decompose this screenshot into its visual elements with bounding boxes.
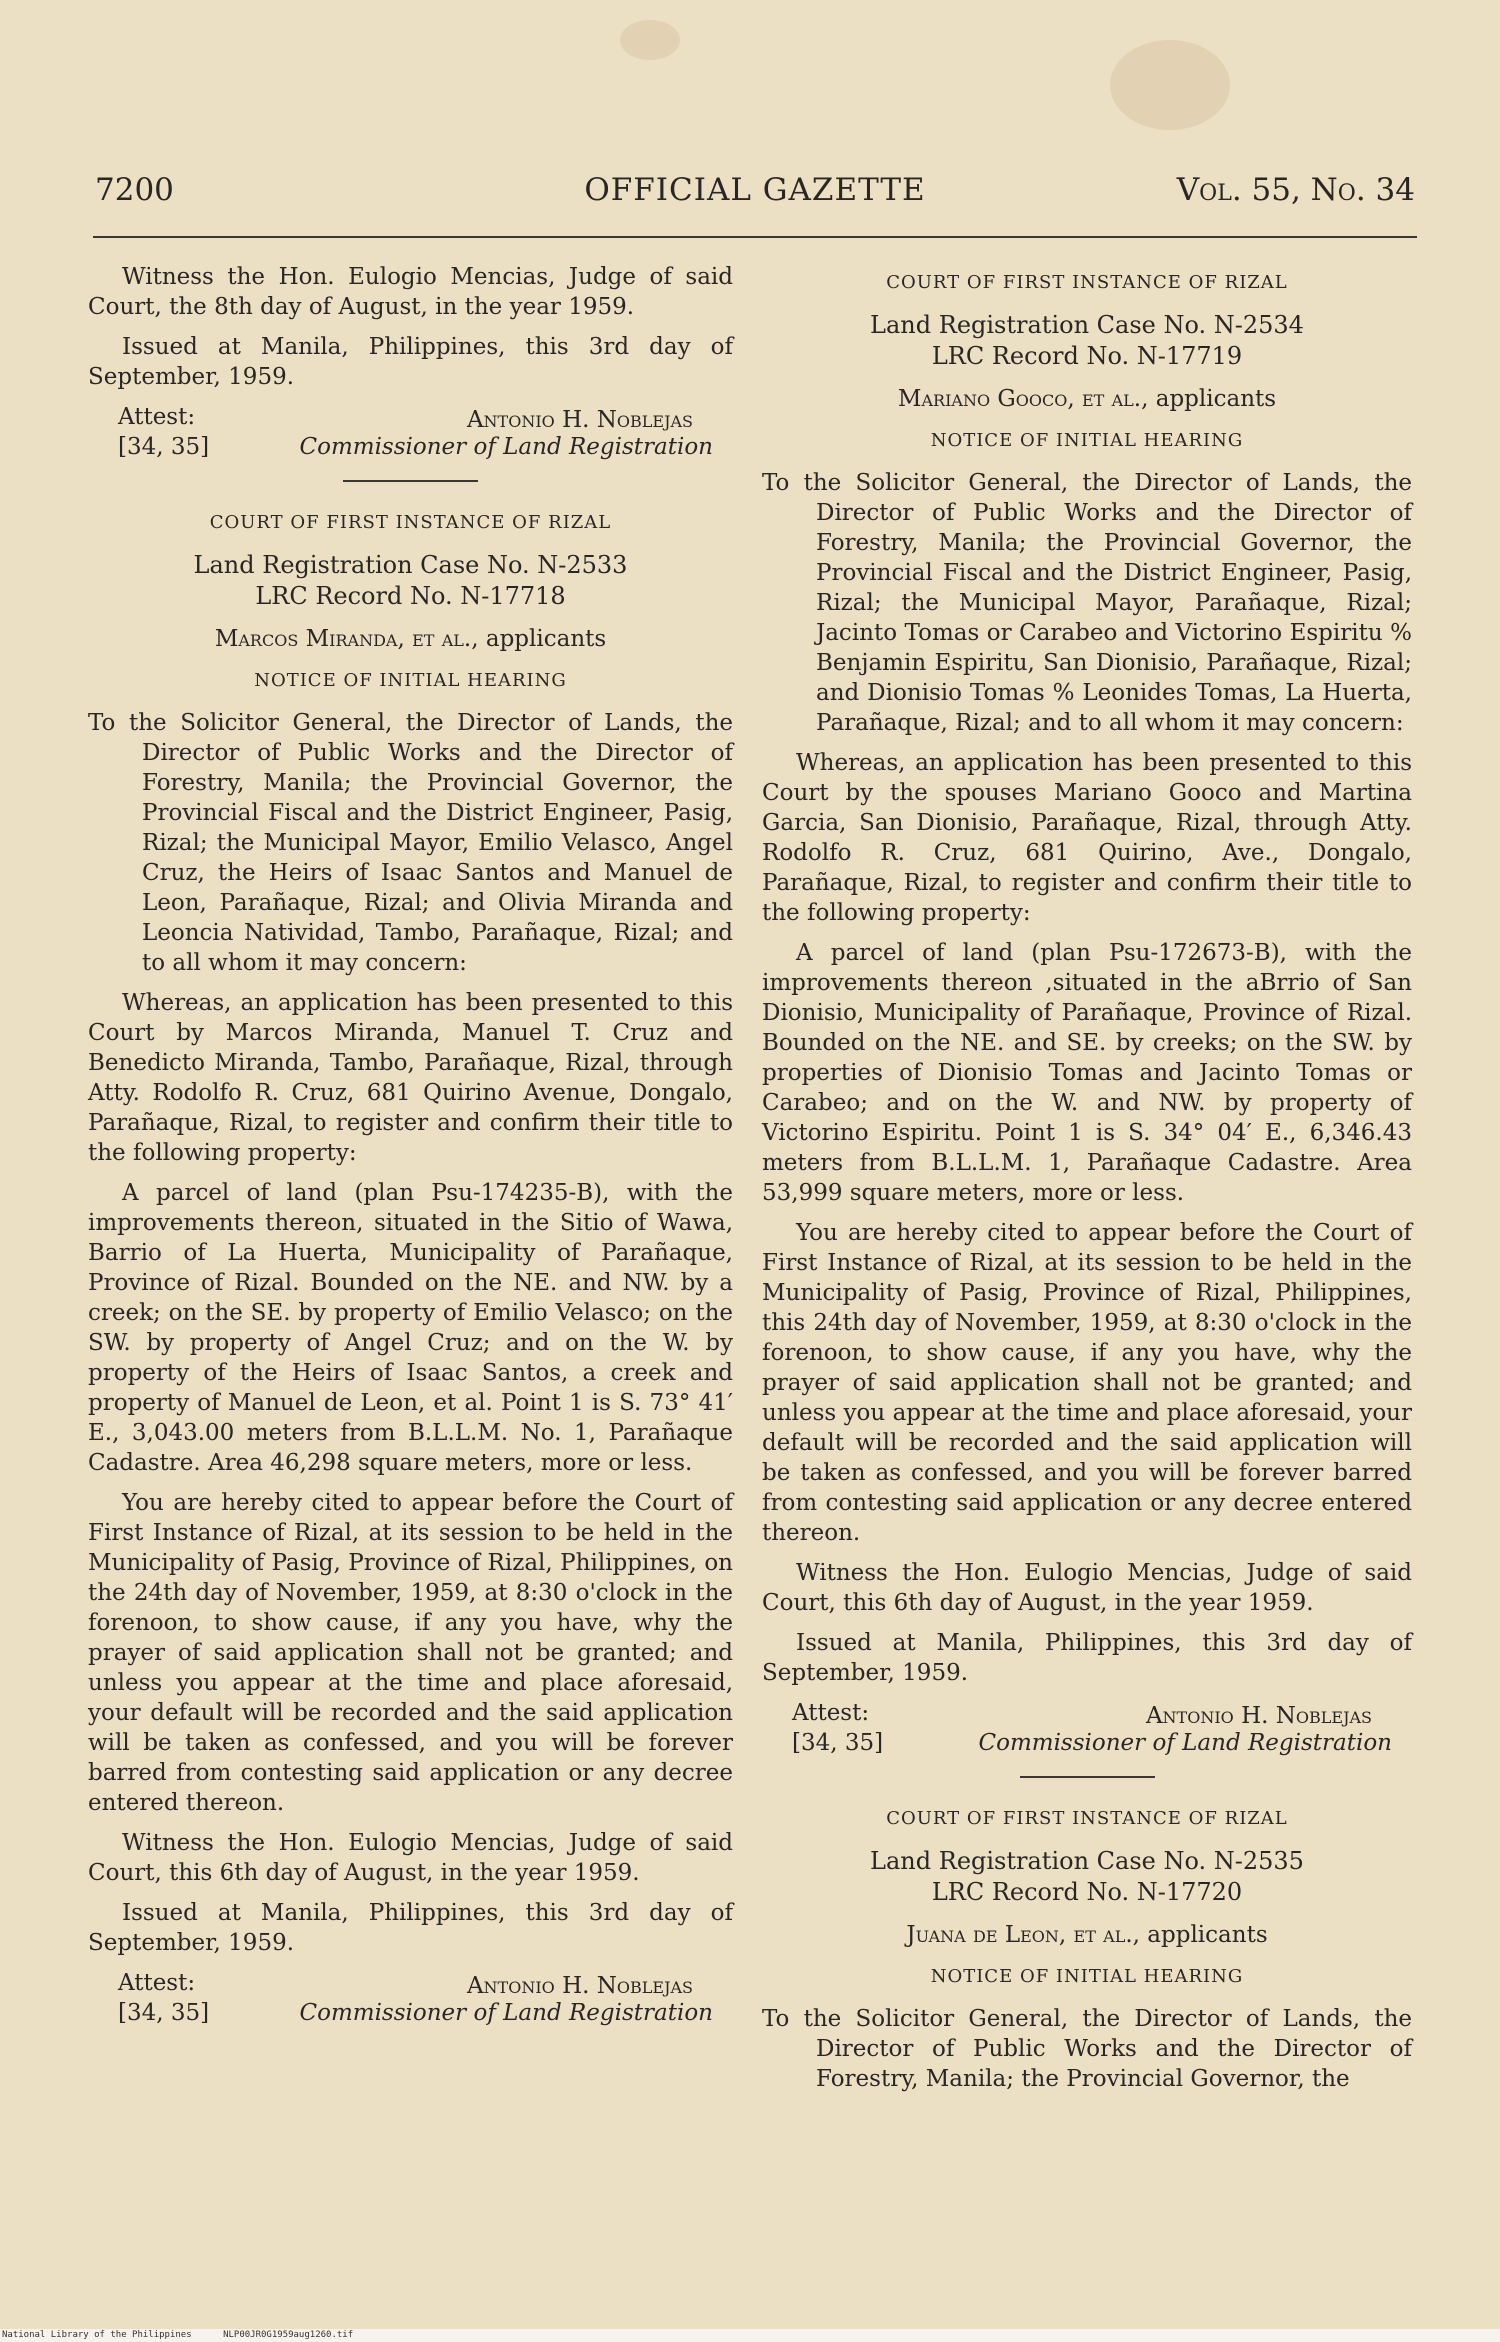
court-heading: COURT OF FIRST INSTANCE OF RIZAL	[209, 512, 612, 533]
applicant-name: Marcos Miranda, et al.,	[214, 626, 479, 652]
applicants-line	[88, 624, 733, 654]
addressees-paragraph: To the Solicitor General, the Director of Lands, the Director of Public Works and the Director of Forestry, Manila; the Provincial Governor, the Provincial Fiscal and the District Engineer, Pasig, Rizal; the Municipal Mayor, Parañaque, Rizal; Jacinto Tomas or Carabeo and Victorino Espiritu % Benjamin Espiritu, San Dionisio, Parañaque, Rizal; and Dionisio Tomas % Leonides Tomas, La Huerta, Parañaque, Rizal; and to all whom it may concern:	[762, 470, 1412, 736]
library-credit: National Library of the Philippines	[2, 2330, 192, 2340]
section-divider	[1020, 1776, 1155, 1778]
attest-name: Antonio H. Noblejas	[466, 1973, 693, 1999]
whereas-paragraph: Whereas, an application has been presented to this Court by the spouses Mariano Gooco and Martina Garcia, San Dionisio, Parañaque, Rizal, through Atty. Rodolfo R. Cruz, 681 Quirino, Ave., Dongalo, Parañaque, Rizal, to register and confirm their title to the following property:	[762, 750, 1412, 926]
section-divider	[343, 480, 478, 482]
attest-name: Antonio H. Noblejas	[466, 407, 693, 433]
case-line: Land Registration Case No. N-2533	[193, 551, 628, 579]
file-name: NLP00JR0G1959aug1260.tif	[223, 2330, 354, 2340]
attest-block	[88, 1968, 733, 2032]
witness-paragraph: Witness the Hon. Eulogio Mencias, Judge of said Court, this 6th day of August, in the year 1959.	[88, 1830, 733, 1886]
paper-stain	[620, 20, 680, 60]
attest-name: Antonio H. Noblejas	[1145, 1703, 1372, 1729]
parcel-paragraph: A parcel of land (plan Psu-172673-B), with the improvements thereon ,situated in the aBrrio of San Dionisio, Municipality of Parañaque, Province of Rizal. Bounded on the NE. and SE. by creeks; on the SW. by properties of Dionisio Tomas and Jacinto Tomas or Carabeo; and on the W. and NW. by property of Victorino Espiritu. Point 1 is S. 34° 04′ E., 6,346.43 meters from B.L.L.M. 1, Parañaque Cadastre. Area 53,999 square meters, more or less.	[762, 940, 1412, 1206]
attest-title: Commissioner of Land Registration	[978, 1730, 1392, 1756]
notice-title: NOTICE OF INITIAL HEARING	[930, 1966, 1244, 1987]
parcel-paragraph: A parcel of land (plan Psu-174235-B), with the improvements thereon, situated in the Sitio of Wawa, Barrio of La Huerta, Municipality of Parañaque, Province of Rizal. Bounded on the NE. and NW. by a creek; on the SE. by property of Emilio Velasco; on the SW. by property of Angel Cruz; and on the W. by property of the Heirs of Isaac Santos, a creek and property of Manuel de Leon, et al. Point 1 is S. 73° 41′ E., 3,043.00 meters from B.L.L.M. No. 1, Parañaque Cadastre. Area 46,298 square meters, more or less.	[88, 1180, 733, 1476]
attest-reference: [34, 35]	[792, 1730, 884, 1756]
case-number	[762, 310, 1412, 372]
case-line: Land Registration Case No. N-2535	[870, 1847, 1304, 1875]
citation-paragraph: You are hereby cited to appear before the Court of First Instance of Rizal, at its session to be held in the Municipality of Pasig, Province of Rizal, Philippines, this 24th day of November, 1959, at 8:30 o'clock in the forenoon, to show cause, if any you have, why the prayer of said application shall not be granted; and unless you appear at the time and place aforesaid, your default will be recorded and the said application will be taken as confessed, and you will be forever barred from contesting said application or any decree entered thereon.	[762, 1220, 1412, 1546]
left-column	[88, 262, 733, 2038]
whereas-paragraph: Whereas, an application has been presented to this Court by Marcos Miranda, Manuel T. Cruz and Benedicto Miranda, Tambo, Parañaque, Rizal, through Atty. Rodolfo R. Cruz, 681 Quirino Avenue, Dongalo, Parañaque, Rizal, to register and confirm their title to the following property:	[88, 990, 733, 1166]
attest-reference: [34, 35]	[118, 2000, 210, 2026]
applicant-name: Juana de Leon, et al.,	[906, 1922, 1140, 1948]
issued-paragraph: Issued at Manila, Philippines, this 3rd day of September, 1959.	[88, 1900, 733, 1956]
volume-number: Vol. 55, No. 34	[1176, 172, 1415, 208]
right-column	[762, 262, 1412, 2104]
attest-label: Attest:	[118, 404, 196, 430]
attest-label: Attest:	[118, 1970, 196, 1996]
page-number: 7200	[95, 172, 174, 208]
attest-block	[88, 402, 733, 466]
case-number	[88, 550, 733, 612]
applicant-suffix: applicants	[485, 626, 607, 652]
record-line: LRC Record No. N-17718	[255, 582, 566, 610]
applicant-suffix: applicants	[1155, 386, 1277, 412]
attest-title: Commissioner of Land Registration	[299, 434, 713, 460]
applicants-line	[762, 384, 1412, 414]
issued-paragraph: Issued at Manila, Philippines, this 3rd day of September, 1959.	[762, 1630, 1412, 1686]
addressees-paragraph: To the Solicitor General, the Director of Lands, the Director of Public Works and the Director of Forestry, Manila; the Provincial Governor, the	[762, 2006, 1412, 2092]
paper-stain	[1110, 40, 1230, 130]
citation-paragraph: You are hereby cited to appear before the Court of First Instance of Rizal, at its session to be held in the Municipality of Pasig, Province of Rizal, Philippines, on the 24th day of November, 1959, at 8:30 o'clock in the forenoon, to show cause, if any you have, why the prayer of said application shall not be granted; and unless you appear at the time and place aforesaid, your default will be recorded and the said application will be taken as confessed, and you will be forever barred from contesting said application or any decree entered thereon.	[88, 1490, 733, 1816]
court-heading: COURT OF FIRST INSTANCE OF RIZAL	[886, 272, 1288, 293]
case-line: Land Registration Case No. N-2534	[870, 311, 1304, 339]
case-number	[762, 1846, 1412, 1908]
court-heading: COURT OF FIRST INSTANCE OF RIZAL	[886, 1808, 1288, 1829]
scan-footer	[0, 2329, 1500, 2342]
attest-title: Commissioner of Land Registration	[299, 2000, 713, 2026]
applicant-name: Mariano Gooco, et al.,	[897, 386, 1149, 412]
header-rule	[93, 236, 1417, 238]
addressees-paragraph: To the Solicitor General, the Director of Lands, the Director of Public Works and the Director of Forestry, Manila; the Provincial Governor, the Provincial Fiscal and the District Engineer, Pasig, Rizal; the Municipal Mayor, Emilio Velasco, Angel Cruz, the Heirs of Isaac Santos and Manuel de Leon, Parañaque, Rizal; and Olivia Miranda and Leoncia Natividad, Tambo, Parañaque, Rizal; and to all whom it may concern:	[88, 710, 733, 976]
applicants-line	[762, 1920, 1412, 1950]
applicant-suffix: applicants	[1147, 1922, 1268, 1948]
attest-label: Attest:	[792, 1700, 870, 1726]
notice-title: NOTICE OF INITIAL HEARING	[930, 430, 1244, 451]
witness-paragraph: Witness the Hon. Eulogio Mencias, Judge of said Court, this 6th day of August, in the year 1959.	[762, 1560, 1412, 1616]
attest-block	[762, 1698, 1412, 1762]
witness-paragraph: Witness the Hon. Eulogio Mencias, Judge of said Court, the 8th day of August, in the year 1959.	[88, 264, 733, 320]
attest-reference: [34, 35]	[118, 434, 210, 460]
notice-title: NOTICE OF INITIAL HEARING	[254, 670, 567, 691]
publication-title: OFFICIAL GAZETTE	[584, 172, 926, 208]
record-line: LRC Record No. N-17719	[931, 342, 1243, 370]
record-line: LRC Record No. N-17720	[931, 1878, 1243, 1906]
running-head	[95, 172, 1415, 222]
issued-paragraph: Issued at Manila, Philippines, this 3rd day of September, 1959.	[88, 334, 733, 390]
